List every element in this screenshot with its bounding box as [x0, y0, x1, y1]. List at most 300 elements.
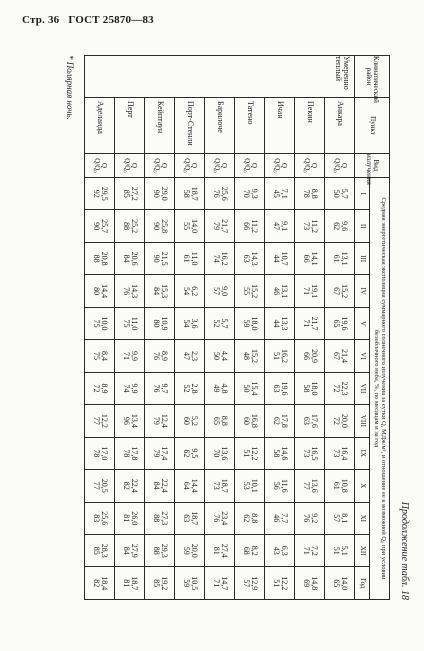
kind-cell	[115, 154, 145, 178]
q-value: 11,0	[190, 251, 200, 266]
q-value: 16,2	[280, 348, 290, 363]
kind-q-label: Q	[219, 162, 228, 169]
q-value: 7,7	[280, 513, 290, 524]
ratio-value: 50	[241, 384, 251, 393]
ratio-value: 59	[181, 546, 191, 555]
page-number: Стр. 36	[22, 14, 60, 26]
value-cell	[145, 437, 175, 469]
kind-cell	[265, 154, 295, 178]
q-value: 5,1	[340, 545, 350, 556]
place-cell: Перт	[115, 98, 145, 154]
ratio-value: 65	[331, 319, 341, 328]
value-cell	[175, 178, 205, 210]
q-value: 14,7	[220, 576, 230, 591]
value-cell	[235, 340, 265, 372]
value-cell	[295, 437, 325, 469]
q-value: 10,0	[100, 316, 110, 331]
ratio-value: 62	[181, 449, 191, 458]
q-value: 11,6	[280, 478, 290, 493]
ratio-value: 57	[211, 287, 221, 296]
value-cell	[325, 567, 355, 600]
q-value: 9,2	[310, 513, 320, 524]
q-value: 8,9	[100, 383, 110, 394]
kind-cell	[175, 154, 205, 178]
table-row	[115, 56, 145, 600]
value-cell	[235, 405, 265, 437]
ratio-value: 43	[271, 546, 281, 555]
table-row	[235, 56, 265, 600]
kind-cell	[145, 154, 175, 178]
q-value: 14,6	[280, 446, 290, 461]
value-cell	[295, 242, 325, 274]
value-cell	[205, 242, 235, 274]
ratio-value: 82	[121, 481, 131, 490]
ratio-value: 90	[91, 222, 101, 231]
value-cell	[85, 307, 115, 339]
ratio-value: 84	[151, 287, 161, 296]
q-value: 21,7	[220, 219, 230, 234]
value-cell	[325, 534, 355, 566]
kind-q-label: Q	[249, 162, 258, 169]
ratio-value: 46	[271, 287, 281, 296]
q-value: 9,7	[160, 383, 170, 394]
ratio-value: 73	[211, 481, 221, 490]
q-value: 19,1	[310, 284, 320, 299]
header-month: VI	[355, 340, 370, 372]
header-month: II	[355, 210, 370, 242]
ratio-value: 66	[241, 222, 251, 231]
value-cell	[145, 372, 175, 404]
header-month: I	[355, 178, 370, 210]
ratio-value: 73	[331, 449, 341, 458]
value-cell	[295, 502, 325, 534]
ratio-value: 76	[211, 514, 221, 523]
place-cell: Аделаида	[85, 98, 115, 154]
q-value: 12,2	[100, 413, 110, 428]
q-value: 10,5	[190, 576, 200, 591]
ratio-value: 59	[181, 579, 191, 588]
kind-ratio-label: Q/Q₀	[242, 158, 251, 173]
kind-ratio-label: Q/Q₀	[212, 158, 221, 173]
q-value: 14,3	[130, 284, 140, 299]
q-value: 27,3	[160, 511, 170, 526]
value-cell	[145, 470, 175, 502]
place-cell: Барилоче	[205, 98, 235, 154]
ratio-value: 85	[151, 579, 161, 588]
value-cell	[175, 567, 205, 600]
q-value: 8,8	[310, 188, 320, 199]
q-value: 22,4	[130, 478, 140, 493]
q-value: 13,3	[280, 316, 290, 331]
q-value: 15,4	[250, 381, 260, 396]
value-cell	[265, 340, 295, 372]
ratio-value: 69	[301, 579, 311, 588]
value-cell	[115, 405, 145, 437]
q-value: 20,0	[340, 413, 350, 428]
q-value: 11,0	[130, 316, 140, 331]
q-value: 21,5	[160, 251, 170, 266]
kind-ratio-label: Q/Q₀	[272, 158, 281, 173]
header-month: IV	[355, 275, 370, 307]
ratio-value: 90	[151, 254, 161, 263]
header-month: XI	[355, 502, 370, 534]
ratio-value: 63	[181, 514, 191, 523]
kind-ratio-label: Q/Q₀	[182, 158, 191, 173]
value-cell	[295, 210, 325, 242]
kind-q-label: Q	[189, 162, 198, 169]
ratio-value: 71	[301, 319, 311, 328]
value-cell	[325, 210, 355, 242]
ratio-value: 63	[271, 384, 281, 393]
q-value: 25,2	[130, 219, 140, 234]
value-cell	[145, 340, 175, 372]
q-value: 6,2	[190, 286, 200, 297]
ratio-value: 47	[271, 222, 281, 231]
ratio-value: 58	[301, 384, 311, 393]
q-value: 12,2	[250, 446, 260, 461]
ratio-value: 88	[151, 546, 161, 555]
value-cell	[85, 340, 115, 372]
value-cell	[115, 534, 145, 566]
q-value: 8,8	[220, 415, 230, 426]
value-cell	[115, 307, 145, 339]
q-value: 18,7	[220, 478, 230, 493]
ratio-value: 57	[331, 514, 341, 523]
kind-ratio-label: Q/Q₀	[302, 158, 311, 173]
q-value: 15,2	[340, 284, 350, 299]
q-value: 18,4	[100, 576, 110, 591]
q-value: 15,2	[250, 348, 260, 363]
kind-q-label: Q	[339, 162, 348, 169]
q-value: 19,2	[160, 576, 170, 591]
q-value: 5,7	[220, 318, 230, 329]
value-cell	[175, 534, 205, 566]
value-cell	[145, 210, 175, 242]
value-cell	[205, 340, 235, 372]
radiation-table	[84, 55, 390, 600]
place-cell: Кейптаун	[145, 98, 175, 154]
value-cell	[145, 242, 175, 274]
q-value: 9,3	[250, 188, 260, 199]
q-value: 14,3	[250, 251, 260, 266]
ratio-value: 79	[151, 416, 161, 425]
kind-cell	[325, 154, 355, 178]
table-row	[205, 56, 235, 600]
value-cell	[115, 340, 145, 372]
value-cell	[175, 210, 205, 242]
value-cell	[115, 502, 145, 534]
value-cell	[325, 307, 355, 339]
ratio-value: 48	[241, 351, 251, 360]
ratio-value: 52	[181, 384, 191, 393]
header-title: Средняя энергетическая экспозиция суммарного солнечного излучения за сутки Q, МДж/м², и отношение ее к возможной Q₀ при условии безоблачного неба, %, по месяцам и за год	[370, 178, 390, 600]
value-cell	[205, 275, 235, 307]
kind-q-label: Q	[309, 162, 318, 169]
q-value: 28,3	[100, 543, 110, 558]
q-value: 8,8	[250, 513, 260, 524]
value-cell	[265, 567, 295, 600]
value-cell	[235, 275, 265, 307]
header-month: X	[355, 470, 370, 502]
ratio-value: 65	[331, 579, 341, 588]
q-value: 29,5	[100, 186, 110, 201]
q-value: 16,8	[250, 413, 260, 428]
ratio-value: 58	[181, 189, 191, 198]
ratio-value: 67	[331, 287, 341, 296]
value-cell	[175, 275, 205, 307]
value-cell	[295, 372, 325, 404]
q-value: 25,7	[100, 219, 110, 234]
ratio-value: 54	[181, 287, 191, 296]
ratio-value: 77	[91, 481, 101, 490]
ratio-value: 63	[241, 254, 251, 263]
table-row	[265, 56, 295, 600]
q-value: 2,3	[190, 350, 200, 361]
q-value: 7,1	[280, 188, 290, 199]
value-cell	[145, 567, 175, 600]
q-value: 20,9	[310, 348, 320, 363]
q-value: 17,8	[280, 413, 290, 428]
table-body	[85, 56, 355, 600]
q-value: 14,0	[190, 219, 200, 234]
q-value: 14,8	[310, 576, 320, 591]
q-value: 18,0	[310, 381, 320, 396]
ratio-value: 80	[151, 319, 161, 328]
value-cell	[205, 502, 235, 534]
ratio-value: 75	[121, 319, 131, 328]
ratio-value: 96	[121, 416, 131, 425]
q-value: 26,0	[130, 511, 140, 526]
value-cell	[205, 307, 235, 339]
value-cell	[205, 178, 235, 210]
q-value: 9,9	[130, 383, 140, 394]
table-row	[295, 56, 325, 600]
zone-cell: Умеренно теплый	[85, 56, 355, 98]
kind-ratio-label: Q/Q₀	[332, 158, 341, 173]
q-value: 9,0	[220, 286, 230, 297]
ratio-value: 61	[331, 254, 341, 263]
header-place: Пункт	[355, 98, 390, 154]
continuation-label: Продолжение табл. 18	[399, 501, 410, 600]
ratio-value: 71	[301, 287, 311, 296]
value-cell	[265, 534, 295, 566]
place-cell: Порт-Стенли	[175, 98, 205, 154]
q-value: 10,7	[280, 251, 290, 266]
q-value: 20,6	[130, 251, 140, 266]
ratio-value: 78	[121, 449, 131, 458]
kind-ratio-label: Q/Q₀	[152, 158, 161, 173]
value-cell	[265, 307, 295, 339]
value-cell	[175, 502, 205, 534]
q-value: 7,2	[310, 545, 320, 556]
value-cell	[325, 437, 355, 469]
ratio-value: 77	[91, 416, 101, 425]
q-value: 27,9	[130, 543, 140, 558]
value-cell	[145, 405, 175, 437]
q-value: 21,4	[340, 348, 350, 363]
kind-q-label: Q	[279, 162, 288, 169]
value-cell	[265, 470, 295, 502]
q-value: 22,3	[340, 381, 350, 396]
ratio-value: 72	[331, 416, 341, 425]
ratio-value: 75	[91, 351, 101, 360]
kind-cell	[85, 154, 115, 178]
q-value: 18,7	[190, 511, 200, 526]
ratio-value: 76	[151, 384, 161, 393]
q-value: 8,9	[160, 350, 170, 361]
q-value: 11,2	[250, 219, 260, 234]
header-year: Год	[355, 567, 370, 600]
ratio-value: 83	[91, 514, 101, 523]
q-value: 14,1	[310, 251, 320, 266]
value-cell	[205, 210, 235, 242]
value-cell	[325, 275, 355, 307]
value-cell	[205, 470, 235, 502]
kind-q-label: Q	[129, 162, 138, 169]
ratio-value: 71	[211, 579, 221, 588]
value-cell	[325, 178, 355, 210]
value-cell	[205, 534, 235, 566]
value-cell	[175, 372, 205, 404]
q-value: 18,7	[130, 576, 140, 591]
q-value: 6,3	[280, 545, 290, 556]
footnote: * Полярная ночь.	[65, 55, 75, 120]
value-cell	[175, 437, 205, 469]
table-row	[175, 56, 205, 600]
ratio-value: 66	[301, 254, 311, 263]
ratio-value: 78	[91, 449, 101, 458]
ratio-value: 76	[301, 514, 311, 523]
value-cell	[295, 307, 325, 339]
value-cell	[295, 340, 325, 372]
q-value: 10,1	[250, 478, 260, 493]
place-cell: Татено	[235, 98, 265, 154]
q-value: 13,1	[340, 251, 350, 266]
value-cell	[115, 178, 145, 210]
place-cell: Пекин	[295, 98, 325, 154]
ratio-value: 88	[91, 254, 101, 263]
value-cell	[235, 470, 265, 502]
q-value: 20,0	[190, 543, 200, 558]
ratio-value: 81	[121, 514, 131, 523]
page-header	[22, 14, 160, 26]
value-cell	[235, 437, 265, 469]
q-value: 4,8	[220, 383, 230, 394]
value-cell	[295, 405, 325, 437]
ratio-value: 44	[271, 254, 281, 263]
ratio-value: 72	[331, 384, 341, 393]
q-value: 14,4	[190, 478, 200, 493]
ratio-value: 82	[91, 579, 101, 588]
q-value: 13,6	[220, 446, 230, 461]
q-value: 25,8	[160, 219, 170, 234]
q-value: 23,4	[220, 511, 230, 526]
q-value: 18,7	[190, 186, 200, 201]
header-month: IX	[355, 437, 370, 469]
value-cell	[265, 242, 295, 274]
value-cell	[325, 405, 355, 437]
header-month: XII	[355, 534, 370, 566]
value-cell	[205, 372, 235, 404]
ratio-value: 58	[271, 449, 281, 458]
ratio-value: 55	[241, 287, 251, 296]
q-value: 8,1	[340, 513, 350, 524]
ratio-value: 79	[151, 449, 161, 458]
value-cell	[175, 307, 205, 339]
q-value: 29,3	[160, 543, 170, 558]
q-value: 16,5	[310, 446, 320, 461]
standard-number: ГОСТ 25870—83	[68, 14, 154, 26]
ratio-value: 80	[91, 287, 101, 296]
ratio-value: 71	[301, 546, 311, 555]
value-cell	[295, 275, 325, 307]
ratio-value: 51	[241, 449, 251, 458]
value-cell	[115, 210, 145, 242]
header-zone: Климатический район	[355, 56, 390, 98]
ratio-value: 72	[91, 384, 101, 393]
table-row	[145, 56, 175, 600]
q-value: 17,6	[310, 413, 320, 428]
ratio-value: 57	[241, 579, 251, 588]
ratio-value: 59	[241, 319, 251, 328]
q-value: 19,6	[280, 381, 290, 396]
q-value: 15,2	[250, 284, 260, 299]
value-cell	[175, 242, 205, 274]
value-cell	[295, 567, 325, 600]
value-cell	[295, 470, 325, 502]
q-value: 5,7	[340, 188, 350, 199]
ratio-value: 74	[121, 384, 131, 393]
header-month: VII	[355, 372, 370, 404]
ratio-value: 67	[331, 351, 341, 360]
ratio-value: 73	[301, 449, 311, 458]
ratio-value: 47	[181, 351, 191, 360]
ratio-value: 84	[151, 481, 161, 490]
q-value: 5,2	[190, 415, 200, 426]
value-cell	[205, 437, 235, 469]
ratio-value: 73	[301, 222, 311, 231]
ratio-value: 85	[91, 546, 101, 555]
q-value: 21,7	[310, 316, 320, 331]
value-cell	[325, 372, 355, 404]
ratio-value: 71	[121, 351, 131, 360]
ratio-value: 75	[91, 319, 101, 328]
ratio-value: 90	[151, 189, 161, 198]
value-cell	[235, 210, 265, 242]
ratio-value: 70	[211, 449, 221, 458]
ratio-value: 62	[331, 222, 341, 231]
value-cell	[205, 567, 235, 600]
kind-q-label: Q	[99, 162, 108, 169]
ratio-value: 60	[241, 416, 251, 425]
value-cell	[175, 340, 205, 372]
value-cell	[325, 502, 355, 534]
kind-cell	[205, 154, 235, 178]
ratio-value: 90	[151, 222, 161, 231]
value-cell	[85, 405, 115, 437]
ratio-value: 49	[211, 384, 221, 393]
value-cell	[145, 307, 175, 339]
value-cell	[265, 502, 295, 534]
value-cell	[265, 178, 295, 210]
value-cell	[145, 502, 175, 534]
value-cell	[205, 405, 235, 437]
ratio-value: 66	[301, 351, 311, 360]
kind-ratio-label: Q/Q₀	[92, 158, 101, 173]
ratio-value: 92	[91, 189, 101, 198]
value-cell	[235, 567, 265, 600]
q-value: 17,4	[160, 446, 170, 461]
